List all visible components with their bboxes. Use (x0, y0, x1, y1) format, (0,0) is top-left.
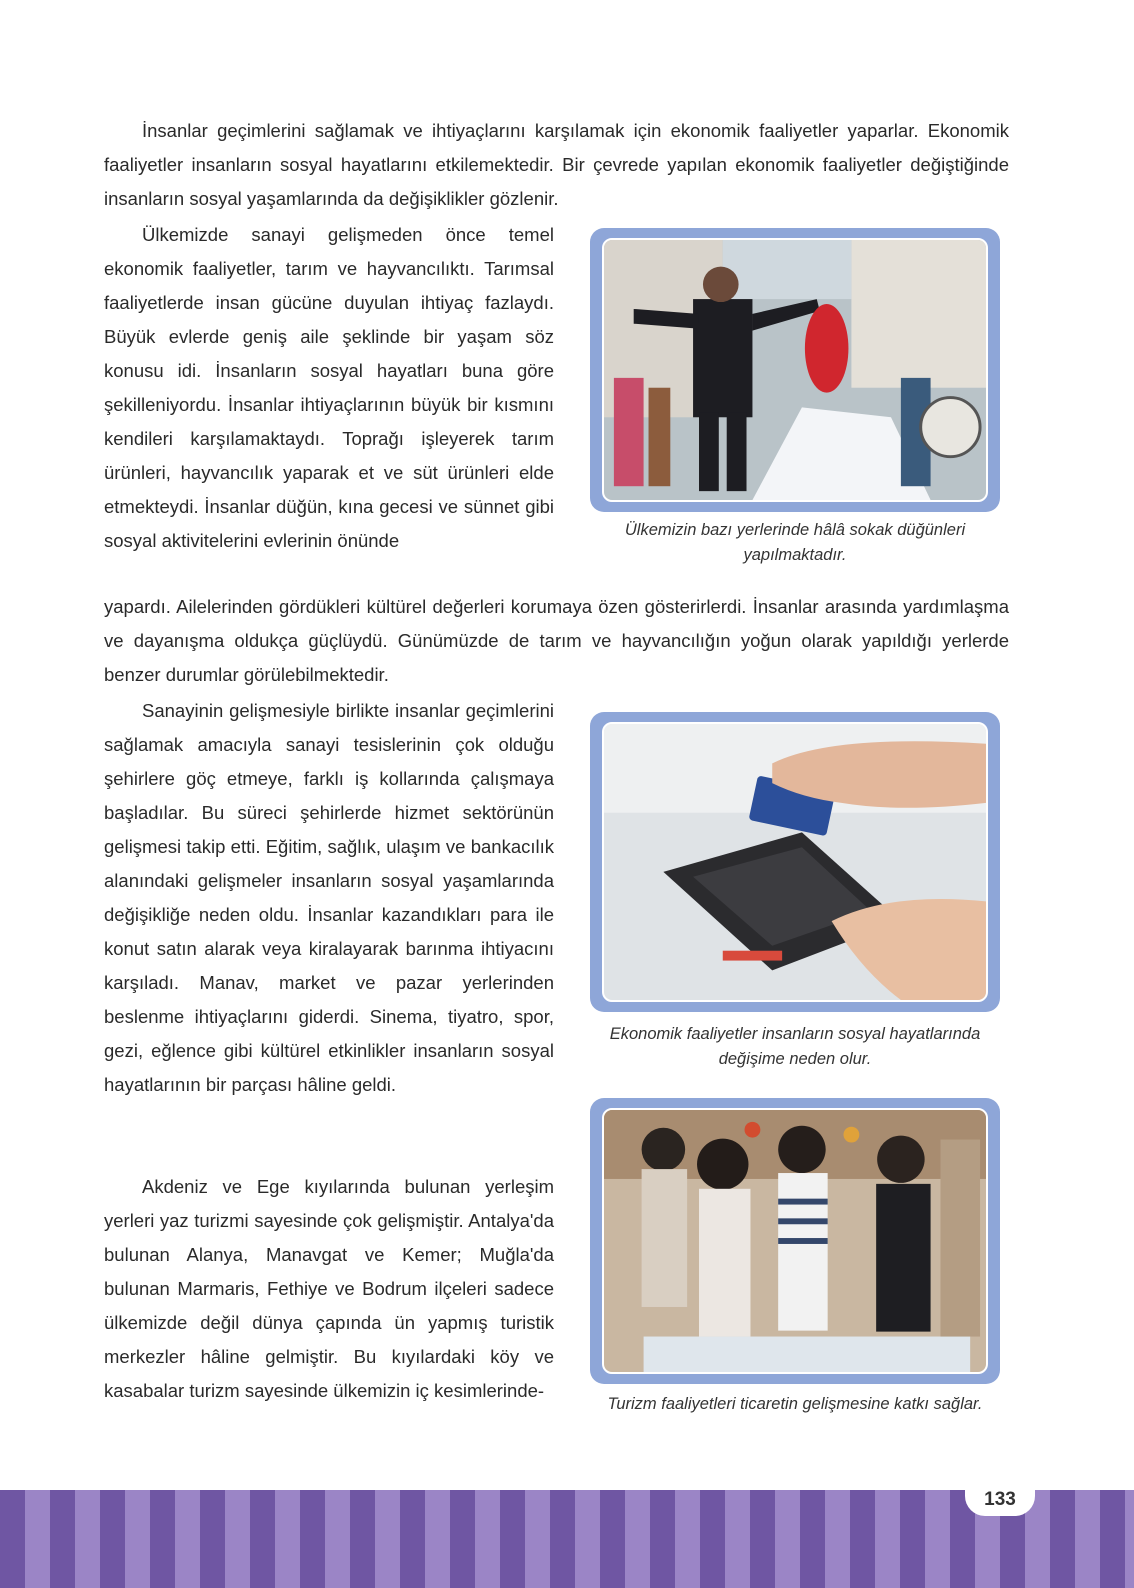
card-payment-photo-frame (590, 712, 1000, 1012)
paragraph-intro: İnsanlar geçimlerini sağlamak ve ihtiyaçlarını karşılamak için ekonomik faaliyetler yaparlar. Ekonomik faaliyetler insanların sosyal hayatlarını etkilemektedir. Bir çevrede yapılan ekonomik faaliyetler değiştiğinde insanların sosyal yaşamlarında da değişiklikler gözlenir. (104, 120, 1009, 209)
wedding-photo (602, 238, 988, 502)
wedding-photo-frame (590, 228, 1000, 512)
card-payment-caption: Ekonomik faaliyetler insanların sosyal hayatlarında değişime neden olur. (609, 1025, 981, 1068)
paragraph-traditional-life-continued: yapardı. Ailelerinden gördükleri kültürel değerleri korumaya özen gösterirlerdi. İnsanlar arasında yardımlaşma ve dayanışma oldukça güçlüydü. Günümüzde de tarım ve hayvancılığın yoğun olarak yapıldığı yerlerde benzer durumlar görülebilmektedir. (104, 596, 1009, 685)
footer-stripes (0, 1490, 1134, 1588)
paragraph-tourism: Akdeniz ve Ege kıyılarında bulunan yerleşim yerleri yaz turizmi sayesinde çok gelişmiştir. Antalya'da bulunan Alanya, Manavgat ve Kemer; Muğla'da bulunan Marmaris, Fethiye ve Bodrum ilçeleri sadece ülkemizde değil dünya çapında ün yapmış turistik merkezler hâline gelmiştir. Bu kıyılardaki köy ve kasabalar turizm sayesinde ülkemizin iç kesimlerinde- (104, 1176, 554, 1401)
tourism-caption: Turizm faaliyetleri ticaretin gelişmesine katkı sağlar. (607, 1395, 983, 1413)
paragraph-industrialization: Sanayinin gelişmesiyle birlikte insanlar geçimlerini sağlamak amacıyla sanayi tesislerinin çok olduğu şehirlere göç etmeye, farklı iş kollarında çalışmaya başladılar. Bu süreci şehirlerde hizmet sektörünün gelişmesi takip etti. Eğitim, sağlık, ulaşım ve bankacılık alanındaki gelişmeler insanların sosyal yaşamlarında değişikliğe neden oldu. İnsanlar kazandıkları para ile konut satın alarak veya kiralayarak barınma ihtiyacını karşıladı. Manav, market ve pazar yerlerinden beslenme ihtiyaçlarını giderdi. Sinema, tiyatro, spor, gezi, eğlence gibi kültürel etkinlikler insanların sosyal hayatlarının bir parçası hâline geldi. (104, 700, 554, 1095)
page-number: 133 (965, 1478, 1035, 1516)
paragraph-traditional-life: Ülkemizde sanayi gelişmeden önce temel ekonomik faaliyetler, tarım ve hayvancılıktı. Tarımsal faaliyetlerde insan gücüne duyulan ihtiyaç fazlaydı. Büyük evlerde geniş aile şeklinde bir yaşam söz konusu idi. İnsanların sosyal hayatları buna göre şekilleniyordu. İnsanlar ihtiyaçlarının büyük bir kısmını kendileri karşılamaktaydı. Toprağı işleyerek tarım ürünleri, hayvancılık yaparak et ve süt ürünleri elde etmekteydi. İnsanlar düğün, kına gecesi ve sünnet gibi sosyal aktivitelerini evlerinin önünde (104, 224, 554, 551)
tourism-photo (602, 1108, 988, 1374)
wedding-caption: Ülkemizin bazı yerlerinde hâlâ sokak düğünleri yapılmaktadır. (624, 521, 966, 564)
tourism-photo-frame (590, 1098, 1000, 1384)
card-payment-photo (602, 722, 988, 1002)
